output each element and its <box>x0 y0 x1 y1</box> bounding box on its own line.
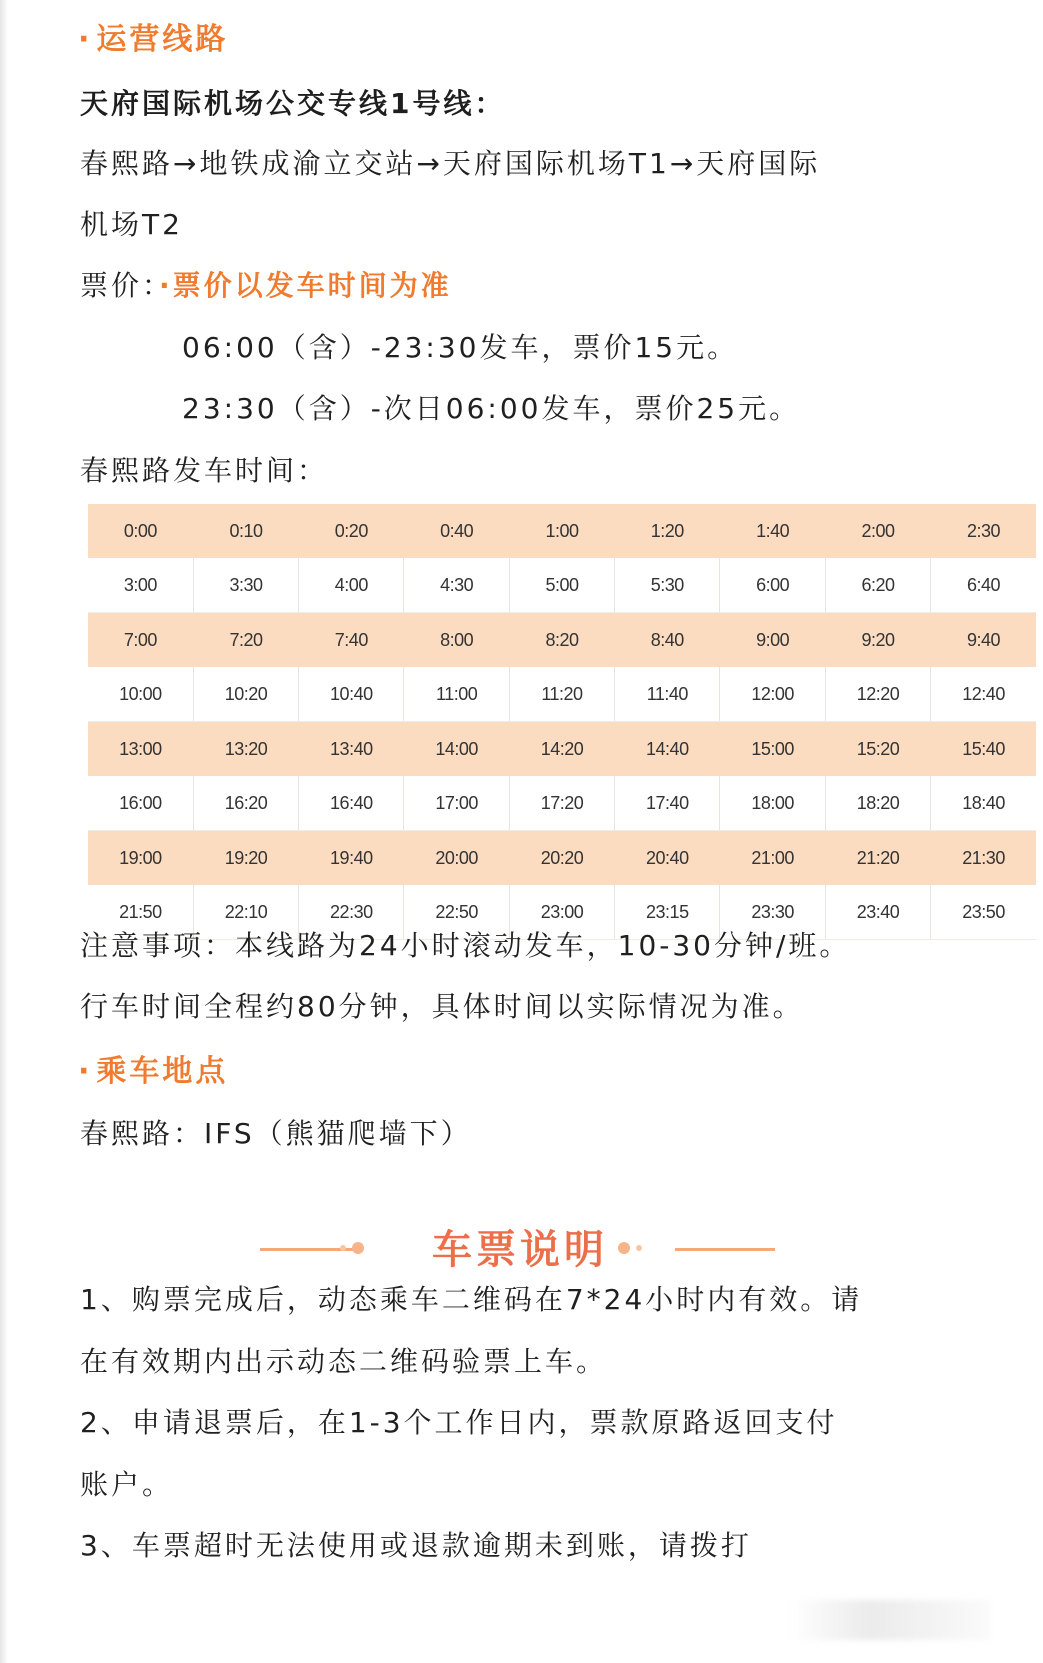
boarding-point: 春熙路：IFS（熊猫爬墙下） <box>80 1117 472 1150</box>
timetable-cell: 19:40 <box>299 831 404 886</box>
bullet-dot-icon: · <box>78 1054 93 1089</box>
timetable-cell: 17:40 <box>615 776 720 831</box>
timetable-cell: 1:00 <box>509 504 614 558</box>
blurred-region <box>790 1600 990 1640</box>
timetable-cell: 18:20 <box>825 776 930 831</box>
fare-rule-2: 23:30（含）-次日06:00发车，票价25元。 <box>182 392 801 425</box>
route-title: 天府国际机场公交专线1号线： <box>80 87 506 120</box>
timetable-cell: 7:00 <box>88 613 193 668</box>
timetable-cell: 5:30 <box>615 558 720 613</box>
timetable-cell: 8:40 <box>615 613 720 668</box>
timetable-cell: 23:40 <box>825 885 930 940</box>
timetable-cell: 16:20 <box>193 776 298 831</box>
timetable-row <box>88 722 1036 777</box>
timetable-cell: 20:40 <box>615 831 720 886</box>
timetable-cell: 13:20 <box>193 722 298 777</box>
timetable-row <box>88 613 1036 668</box>
timetable-cell: 3:00 <box>88 558 193 613</box>
timetable-cell: 5:00 <box>509 558 614 613</box>
ticket-note-1b: 在有效期内出示动态二维码验票上车。 <box>80 1345 608 1378</box>
timetable-cell: 10:00 <box>88 667 193 722</box>
timetable-cell: 22:10 <box>193 885 298 940</box>
timetable-cell: 17:00 <box>404 776 509 831</box>
timetable-cell: 1:20 <box>615 504 720 558</box>
fare-line <box>80 264 452 304</box>
timetable-row <box>88 831 1036 886</box>
timetable-cell: 23:00 <box>509 885 614 940</box>
section-heading-route: · 运营线路 <box>78 22 229 57</box>
timetable-cell: 17:20 <box>509 776 614 831</box>
timetable-cell: 10:20 <box>193 667 298 722</box>
timetable-cell: 14:20 <box>509 722 614 777</box>
fare-label: 票价： <box>80 269 160 302</box>
timetable-cell: 23:50 <box>931 885 1036 940</box>
timetable-cell: 1:40 <box>720 504 825 558</box>
banner-dot-icon <box>636 1245 642 1251</box>
timetable-cell: 11:40 <box>615 667 720 722</box>
timetable-cell: 9:20 <box>825 613 930 668</box>
timetable-cell: 7:20 <box>193 613 298 668</box>
route-stops-line-2: 机场T2 <box>80 208 183 241</box>
timetable-cell: 15:00 <box>720 722 825 777</box>
timetable-cell: 21:50 <box>88 885 193 940</box>
timetable-cell: 15:40 <box>931 722 1036 777</box>
timetable-cell: 16:40 <box>299 776 404 831</box>
timetable-row <box>88 667 1036 722</box>
schedule-label: 春熙路发车时间： <box>80 454 329 487</box>
timetable-row <box>88 558 1036 613</box>
bullet-dot-icon: · <box>78 22 93 57</box>
notice-line-1: 注意事项：本线路为24小时滚动发车，10-30分钟/班。 <box>80 929 851 962</box>
timetable-cell: 18:40 <box>931 776 1036 831</box>
fare-note: ·票价以发车时间为准 <box>159 269 452 302</box>
ticket-info-banner <box>0 1218 1043 1278</box>
timetable-cell: 19:20 <box>193 831 298 886</box>
timetable-cell: 2:00 <box>825 504 930 558</box>
ticket-note-1a: 1、购票完成后，动态乘车二维码在7*24小时内有效。请 <box>80 1283 863 1316</box>
timetable-cell: 6:40 <box>931 558 1036 613</box>
timetable-cell: 19:00 <box>88 831 193 886</box>
timetable-cell: 9:00 <box>720 613 825 668</box>
ticket-note-3a: 3、车票超时无法使用或退款逾期未到账，请拨打 <box>80 1529 752 1562</box>
timetable-cell: 14:00 <box>404 722 509 777</box>
timetable-cell: 8:00 <box>404 613 509 668</box>
fare-rule-1: 06:00（含）-23:30发车，票价15元。 <box>182 331 739 364</box>
route-stops-line-1: 春熙路→地铁成渝立交站→天府国际机场T1→天府国际 <box>80 147 821 180</box>
timetable-cell: 13:00 <box>88 722 193 777</box>
timetable-cell: 10:40 <box>299 667 404 722</box>
timetable-row <box>88 504 1036 558</box>
ticket-note-2a: 2、申请退票后，在1-3个工作日内，票款原路返回支付 <box>80 1406 838 1439</box>
timetable-cell: 4:30 <box>404 558 509 613</box>
ticket-note-2b: 账户。 <box>80 1468 174 1501</box>
timetable-cell: 21:20 <box>825 831 930 886</box>
timetable-cell: 21:00 <box>720 831 825 886</box>
timetable-cell: 0:40 <box>404 504 509 558</box>
timetable-cell: 22:30 <box>299 885 404 940</box>
timetable-cell: 7:40 <box>299 613 404 668</box>
timetable-row <box>88 776 1036 831</box>
section-heading-boarding: · 乘车地点 <box>78 1054 229 1089</box>
timetable-cell: 16:00 <box>88 776 193 831</box>
timetable-cell: 21:30 <box>931 831 1036 886</box>
timetable-cell: 12:20 <box>825 667 930 722</box>
timetable-cell: 9:40 <box>931 613 1036 668</box>
timetable-cell: 18:00 <box>720 776 825 831</box>
timetable-cell: 13:40 <box>299 722 404 777</box>
timetable-cell: 0:10 <box>193 504 298 558</box>
timetable-cell: 6:20 <box>825 558 930 613</box>
timetable-cell: 20:00 <box>404 831 509 886</box>
timetable-cell: 0:20 <box>299 504 404 558</box>
timetable-cell: 8:20 <box>509 613 614 668</box>
timetable-cell: 14:40 <box>615 722 720 777</box>
banner-dot-icon <box>618 1242 630 1254</box>
timetable-cell: 0:00 <box>88 504 193 558</box>
ticket-banner-title: 车票说明 <box>432 1227 608 1273</box>
timetable-cell: 11:00 <box>404 667 509 722</box>
timetable-cell: 4:00 <box>299 558 404 613</box>
timetable-cell: 23:15 <box>615 885 720 940</box>
timetable-cell: 15:20 <box>825 722 930 777</box>
timetable-cell: 2:30 <box>931 504 1036 558</box>
timetable-cell: 11:20 <box>509 667 614 722</box>
timetable-cell: 23:30 <box>720 885 825 940</box>
timetable-cell: 3:30 <box>193 558 298 613</box>
timetable-cell: 12:00 <box>720 667 825 722</box>
timetable-cell: 20:20 <box>509 831 614 886</box>
timetable-cell: 22:50 <box>404 885 509 940</box>
banner-dot-icon <box>340 1245 346 1251</box>
banner-right-line <box>675 1248 775 1251</box>
departure-timetable <box>88 504 1036 940</box>
timetable-cell: 12:40 <box>931 667 1036 722</box>
banner-dot-icon <box>352 1242 364 1254</box>
timetable-cell: 6:00 <box>720 558 825 613</box>
notice-line-2: 行车时间全程约80分钟，具体时间以实际情况为准。 <box>80 990 804 1023</box>
